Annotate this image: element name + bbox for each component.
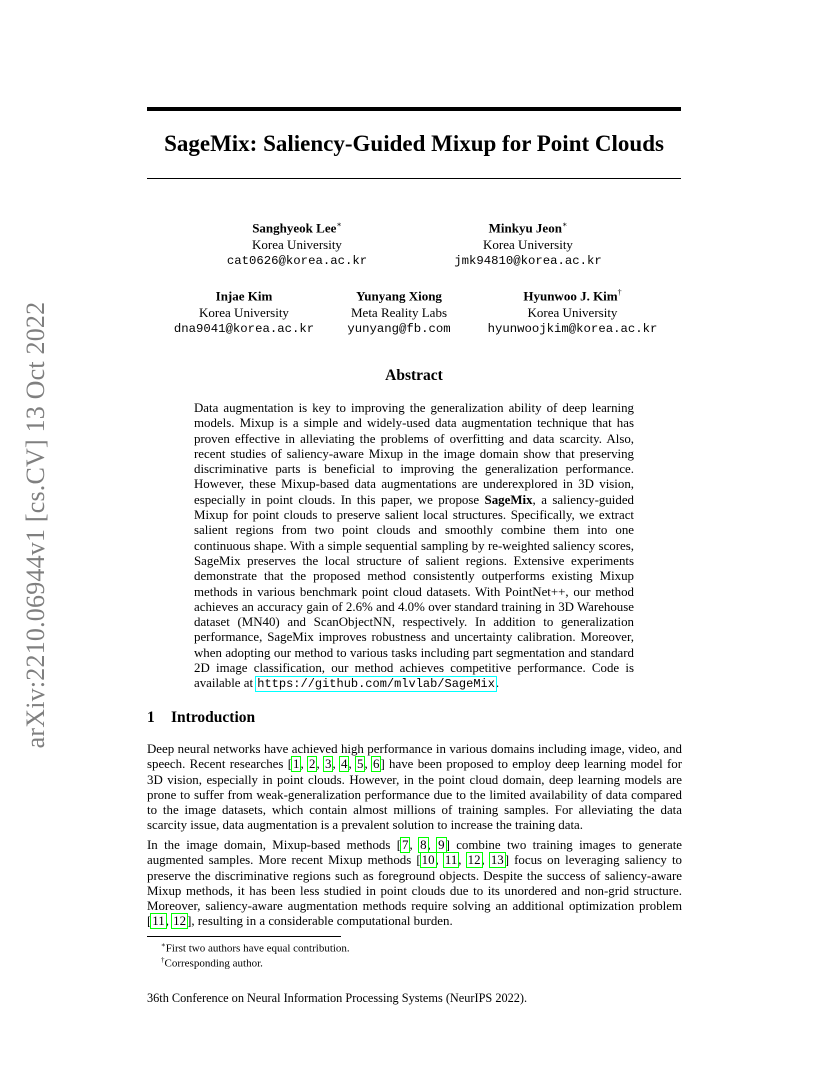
author-name: Injae Kim [215,288,273,304]
author-email: hyunwoojkim@korea.ac.kr [487,322,658,337]
author-email: dna9041@korea.ac.kr [173,322,315,337]
citation-link[interactable]: 10 [421,853,435,868]
author-block [164,284,324,338]
author-block [217,216,377,270]
citation-link[interactable]: 7 [402,838,409,852]
paragraph-text: In the image domain, Mixup-based methods [ [147,838,402,852]
section-title: Introduction [171,709,256,726]
author-email: yunyang@fb.com [347,322,451,337]
intro-paragraph-2: In the image domain, Mixup-based methods [7, 8, 9] combine two training images to generate augmented samples. More recent Mixup methods [10, 11, 12, 13] focus on leveraging saliency to preserve the discriminative regions such as foreground objects. Despite the success of saliency-aware Mixup methods, it has been less studied in point clouds due to its unordered and non-grid structure. Moreover, saliency-aware augmentation methods require solving an additional optimization problem [11, 12], resulting in a considerable computational burden. [147,838,683,929]
paragraph-text: ] have been proposed to employ deep learning model for 3D vision, especially in point clouds. However, in the point cloud domain, deep learning models are prone to suffer from weak-generalization performance due to the limited availability of data compared to the image datasets, which contain almost millions of training samples. For alleviating the data scarcity issue, data augmentation is a prevalent solution to increase the training data. [147,757,683,833]
citation-link[interactable]: 5 [357,757,364,772]
author-mark: ∗ [561,220,568,229]
footnote-rule [147,936,341,937]
citation-link[interactable]: 11 [444,853,458,868]
author-name: Minkyu Jeon [488,220,562,236]
author-affiliation: Korea University [527,305,618,321]
paragraph-text: ] combine two training images to generate augmented samples. More recent Mixup methods [ [147,838,683,868]
abstract-text-end: . [495,676,500,691]
abstract-text-part: , a saliency-guided Mixup for point clouds to preserve salient local structures. Specifically, we extract salient regions from two point clouds and smoothly combine them into one continuous shape. With a simple sequential sampling by re-weighted saliency scores, SageMix preserves the local structure of salient regions. Extensive experiments demonstrate that the proposed method consistently outperforms existing Mixup methods in various benchmark point cloud datasets. With PointNet++, our method achieves an accuracy gain of 2.6% and 4.0% over standard training in 3D Warehouse dataset (MN40) and ScanObjectNN, respectively. In addition to generalization performance, SageMix improves robustness and uncertainty calibration. Moreover, when adopting our method to various tasks including part segmentation and standard 2D image classification, our method achieves competitive performance. Code is available at [194,492,634,691]
author-name: Hyunwoo J. Kim [523,288,618,304]
citation-link[interactable]: 1 [293,757,300,772]
author-block [480,284,665,338]
citation-link[interactable]: 6 [373,757,380,772]
paragraph-text: ], resulting in a considerable computational burden. [187,914,453,929]
paragraph-text: ] focus on leveraging saliency to preserve the discriminative regions such as foreground objects. Despite the success of saliency-aware Mixup methods, it has been less studied in point clouds due to its unordered and non-grid structure. Moreover, saliency-aware augmentation methods require solving an additional optimization problem [ [147,853,682,929]
citation-link[interactable]: 12 [173,914,187,929]
author-block [334,284,464,338]
code-link[interactable]: https://github.com/mlvlab/SageMix [257,677,495,692]
author-name: Sanghyeok Lee [252,220,337,236]
method-name: SageMix [484,492,533,507]
author-name: Yunyang Xiong [356,288,442,304]
citation-link[interactable]: 4 [341,757,348,772]
venue-footer: 36th Conference on Neural Information Processing Systems (NeurIPS 2022). [147,991,528,1005]
citation-link[interactable]: 8 [420,838,427,852]
paper-title: SageMix: Saliency-Guided Mixup for Point Clouds [164,131,664,156]
abstract-text-part: Data augmentation is key to improving the generalization ability of deep learning models. Mixup is a simple and widely-used data augmentation technique that has proven effective in alleviating the problems of overfitting and data scarcity. Also, recent studies of saliency-aware Mixup in the image domain show that preserving discriminative parts is beneficial to improving the generalization performance. However, these Mixup-based data augmentations are underexplored in 3D vision, especially in point clouds. In this paper, we propose [194,401,634,507]
author-mark: † [617,288,622,297]
footnote [161,953,263,971]
footnote-mark: ∗ [161,941,166,949]
author-affiliation: Korea University [483,237,573,253]
title-rule-top [147,107,681,111]
arxiv-stamp: arXiv:2210.06944v1 [cs.CV] 13 Oct 2022 [21,301,50,749]
intro-paragraph-1: Deep neural networks have achieved high performance in various domains including image, video, and speech. Recent researches [1, 2, 3, 4, 5, 6] have been proposed to employ deep learning model for 3D vision, especially in point clouds. However, in the point cloud domain, deep learning models are prone to suffer from weak-generalization performance due to the limited availability of data compared to the image datasets, which contain almost millions of training samples. For alleviating the data scarcity issue, data augmentation is a prevalent solution to increase the training data. [147,742,683,833]
citation-link[interactable]: 13 [490,853,504,868]
author-email: jmk94810@korea.ac.kr [454,254,602,269]
footnote-mark: † [161,956,165,964]
section-number: 1 [147,709,155,726]
citation-link[interactable]: 11 [152,914,165,929]
paragraph-text: Deep neural networks have achieved high performance in various domains including image, video, and speech. Recent researches [ [147,742,682,772]
abstract-text [194,401,634,693]
citation-link[interactable]: 9 [438,838,445,852]
author-mark: ∗ [336,220,342,229]
abstract-heading: Abstract [385,367,443,384]
citation-link[interactable]: 3 [325,757,332,772]
section-heading [147,709,255,727]
author-affiliation: Korea University [252,237,342,253]
footnote-text: First two authors have equal contribution. [165,942,350,955]
citation-link[interactable]: 2 [309,757,316,772]
citation-link[interactable]: 12 [467,853,481,868]
author-block [443,216,613,270]
title-rule-bottom [147,178,681,179]
author-email: cat0626@korea.ac.kr [226,254,368,269]
author-affiliation: Meta Reality Labs [350,305,448,321]
author-affiliation: Korea University [199,305,289,321]
footnote-text: Corresponding author. [164,957,263,970]
